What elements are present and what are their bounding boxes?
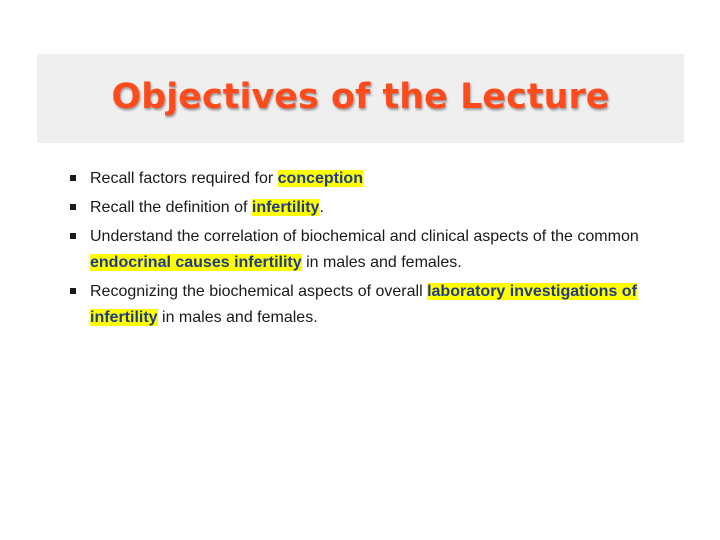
objectives-list	[70, 166, 670, 334]
objective-item-laboratory-investigations	[70, 279, 670, 331]
objective-text: Recall the definition of	[90, 199, 252, 216]
objective-text: Recognizing the biochemical aspects of overall	[90, 283, 428, 300]
square-bullet-icon	[70, 288, 76, 294]
square-bullet-icon	[70, 175, 76, 181]
objective-item-infertility	[70, 195, 670, 221]
square-bullet-icon	[70, 233, 76, 239]
highlighted-term: laboratory investigations of infertility	[90, 283, 637, 326]
objective-text-end: in males and females.	[157, 309, 318, 326]
highlighted-term: endocrinal causes infertility	[90, 254, 302, 271]
square-bullet-icon	[70, 204, 76, 210]
highlighted-term: conception	[277, 170, 363, 187]
objective-item-endocrinal-causes	[70, 224, 670, 276]
objective-text: Understand the correlation of biochemical and clinical aspects of the common	[90, 228, 639, 245]
objective-text-end: in males and females.	[301, 254, 462, 271]
objective-text-end: .	[319, 199, 324, 216]
objective-item-conception	[70, 166, 670, 192]
title-band	[37, 54, 684, 143]
highlighted-term: infertility	[251, 199, 320, 216]
objective-text: Recall factors required for	[90, 170, 278, 187]
slide-title: Objectives of the Lecture	[111, 76, 610, 117]
